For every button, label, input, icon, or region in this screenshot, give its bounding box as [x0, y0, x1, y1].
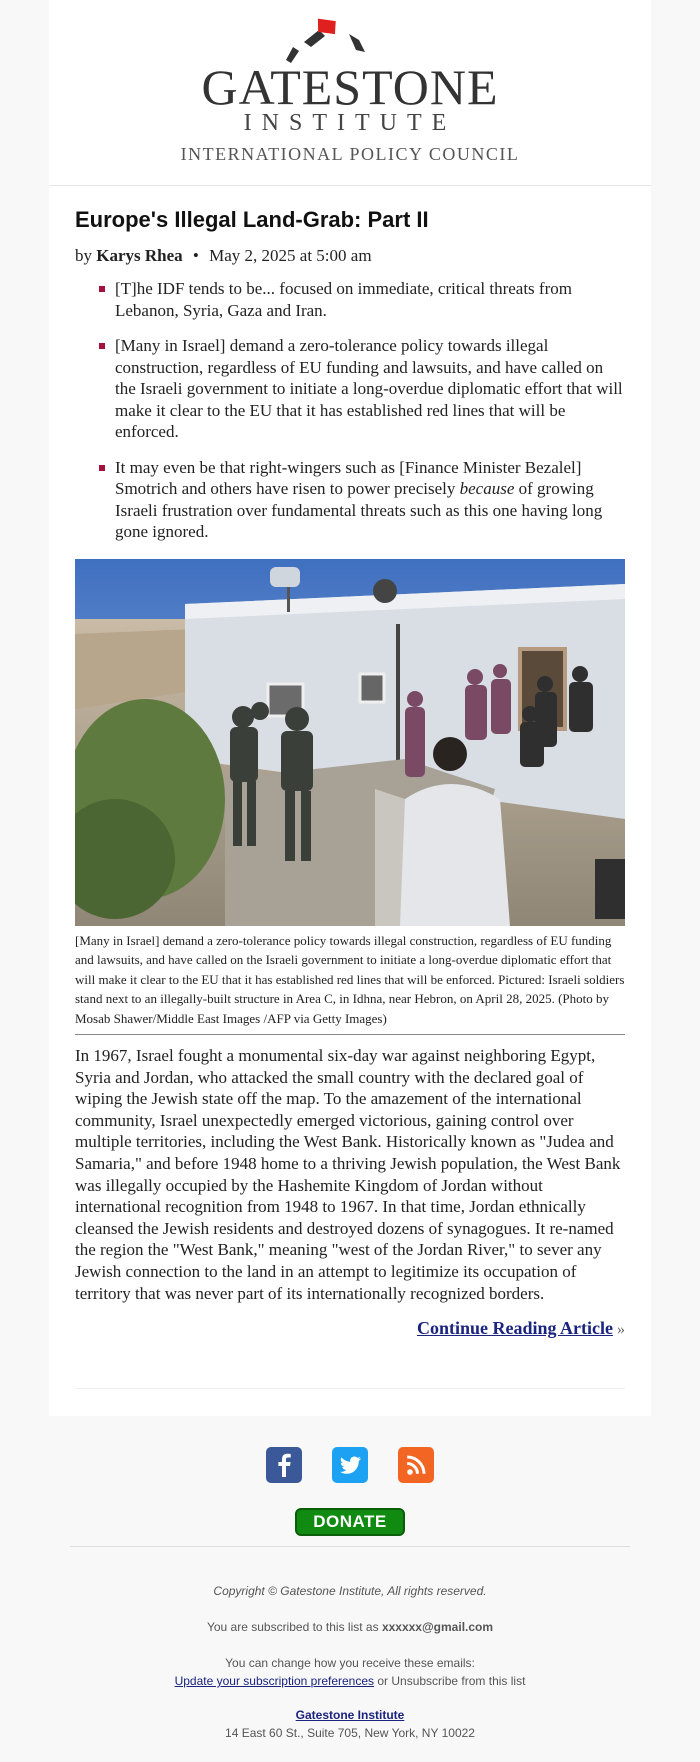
facebook-icon[interactable]: [266, 1447, 302, 1483]
key-point-text: [Many in Israel] demand a zero-tolerance policy towards illegal construction, regardless of EU funding and lawsuits, and have called on the Israeli government to initiate a long-overdue diplomatic effort that will make it clear to the EU that it has established red lines that will be enforced.: [115, 336, 623, 441]
article-title[interactable]: Europe's Illegal Land-Grab: Part II: [75, 207, 429, 232]
org-link[interactable]: Gatestone Institute: [295, 1708, 405, 1722]
gatestone-logo[interactable]: [49, 0, 651, 186]
change-info: You can change how you receive these emails:: [225, 1656, 475, 1670]
org-line: [0, 1706, 700, 1724]
subscription-info: You are subscribed to this list as xxxxxx@gmail.com: [206, 1620, 494, 1634]
subscriber-email: xxxxxx@gmail.com: [381, 1620, 494, 1634]
key-point-text: It may even be that right-wingers such as [Finance Minister Bezalel] Smotrich and others have risen to power precisely: [115, 457, 582, 498]
byline-by: by: [75, 246, 92, 265]
byline: [75, 244, 625, 268]
unsubscribe-text[interactable]: or Unsubscribe from this list: [374, 1674, 526, 1688]
key-point-text: of growing Israeli frustration over fundamental threats such as this one having long gone ignored.: [115, 479, 603, 541]
photo-caption: [Many in Israel] demand a zero-tolerance policy towards illegal construction, regardless of EU funding and lawsuits, and have called on the Israeli government to initiate a long-overdue diplomatic effort that will make it clear to the EU that it has established red lines that will be enforced. Pictured: Israeli soldiers stand next to an illegally-built structure in Area C, in Idhna, near Hebron, on April 28, 2025. (Photo by Mosab Shawer/Middle East Images /AFP via Getty Images): [75, 931, 625, 1036]
bullet-icon: [99, 286, 105, 292]
author-name[interactable]: Karys Rhea: [96, 246, 183, 265]
divider: [75, 1388, 625, 1389]
article-photo[interactable]: [75, 559, 625, 926]
donate-button[interactable]: DONATE: [295, 1508, 405, 1536]
logo-council: INTERNATIONAL POLICY COUNCIL: [180, 144, 520, 164]
key-point: [75, 278, 625, 321]
footer: [0, 1582, 700, 1742]
continue-reading-link[interactable]: Continue Reading Article: [417, 1318, 613, 1339]
logo-sub: INSTITUTE: [243, 110, 457, 136]
bullet-icon: [99, 465, 105, 471]
continue-reading: [75, 1318, 625, 1339]
key-point: [75, 457, 625, 543]
article: [75, 186, 625, 1339]
newsletter-card: [49, 0, 651, 1416]
logo-name: GATESTONE: [201, 59, 499, 115]
twitter-icon[interactable]: [332, 1447, 368, 1483]
publish-date: May 2, 2025 at 5:00 am: [209, 246, 372, 265]
bullet-icon: [99, 343, 105, 349]
divider: [70, 1546, 630, 1547]
address: 14 East 60 St., Suite 705, New York, NY 10022: [225, 1726, 475, 1740]
preferences-line: [0, 1672, 700, 1690]
key-point: [75, 335, 625, 443]
key-point-text: [T]he IDF tends to be... focused on immediate, critical threats from Lebanon, Syria, Gaza and Iran.: [115, 279, 572, 320]
key-point-emphasis: because: [459, 479, 515, 498]
double-chevron-right-icon: »: [617, 1321, 625, 1339]
byline-separator: •: [192, 246, 199, 265]
article-body: In 1967, Israel fought a monumental six-day war against neighboring Egypt, Syria and Jordan, who attacked the small country with the declared goal of wiping the Jewish state off the map. To the amazement of the international community, Israel unexpectedly emerged victorious, gaining control over multiple territories, including the West Bank. Historically known as "Judea and Samaria," and before 1948 home to a thriving Jewish population, the West Bank was illegally occupied by the Hashemite Kingdom of Jordan without international recognition from 1948 to 1967. In that time, Jordan ethnically cleansed the Jewish residents and destroyed dozens of synagogues. It re-named the region the "West Bank," meaning "west of the Jordan River," to sever any Jewish connection to the land in an attempt to legitimize its occupation of territory that was never part of its internationally recognized borders.: [75, 1046, 621, 1303]
update-preferences-link[interactable]: Update your subscription preferences: [174, 1674, 375, 1688]
rss-icon[interactable]: [398, 1447, 434, 1483]
copyright: Copyright © Gatestone Institute, All rights reserved.: [213, 1584, 487, 1598]
key-points-list: [75, 278, 625, 543]
